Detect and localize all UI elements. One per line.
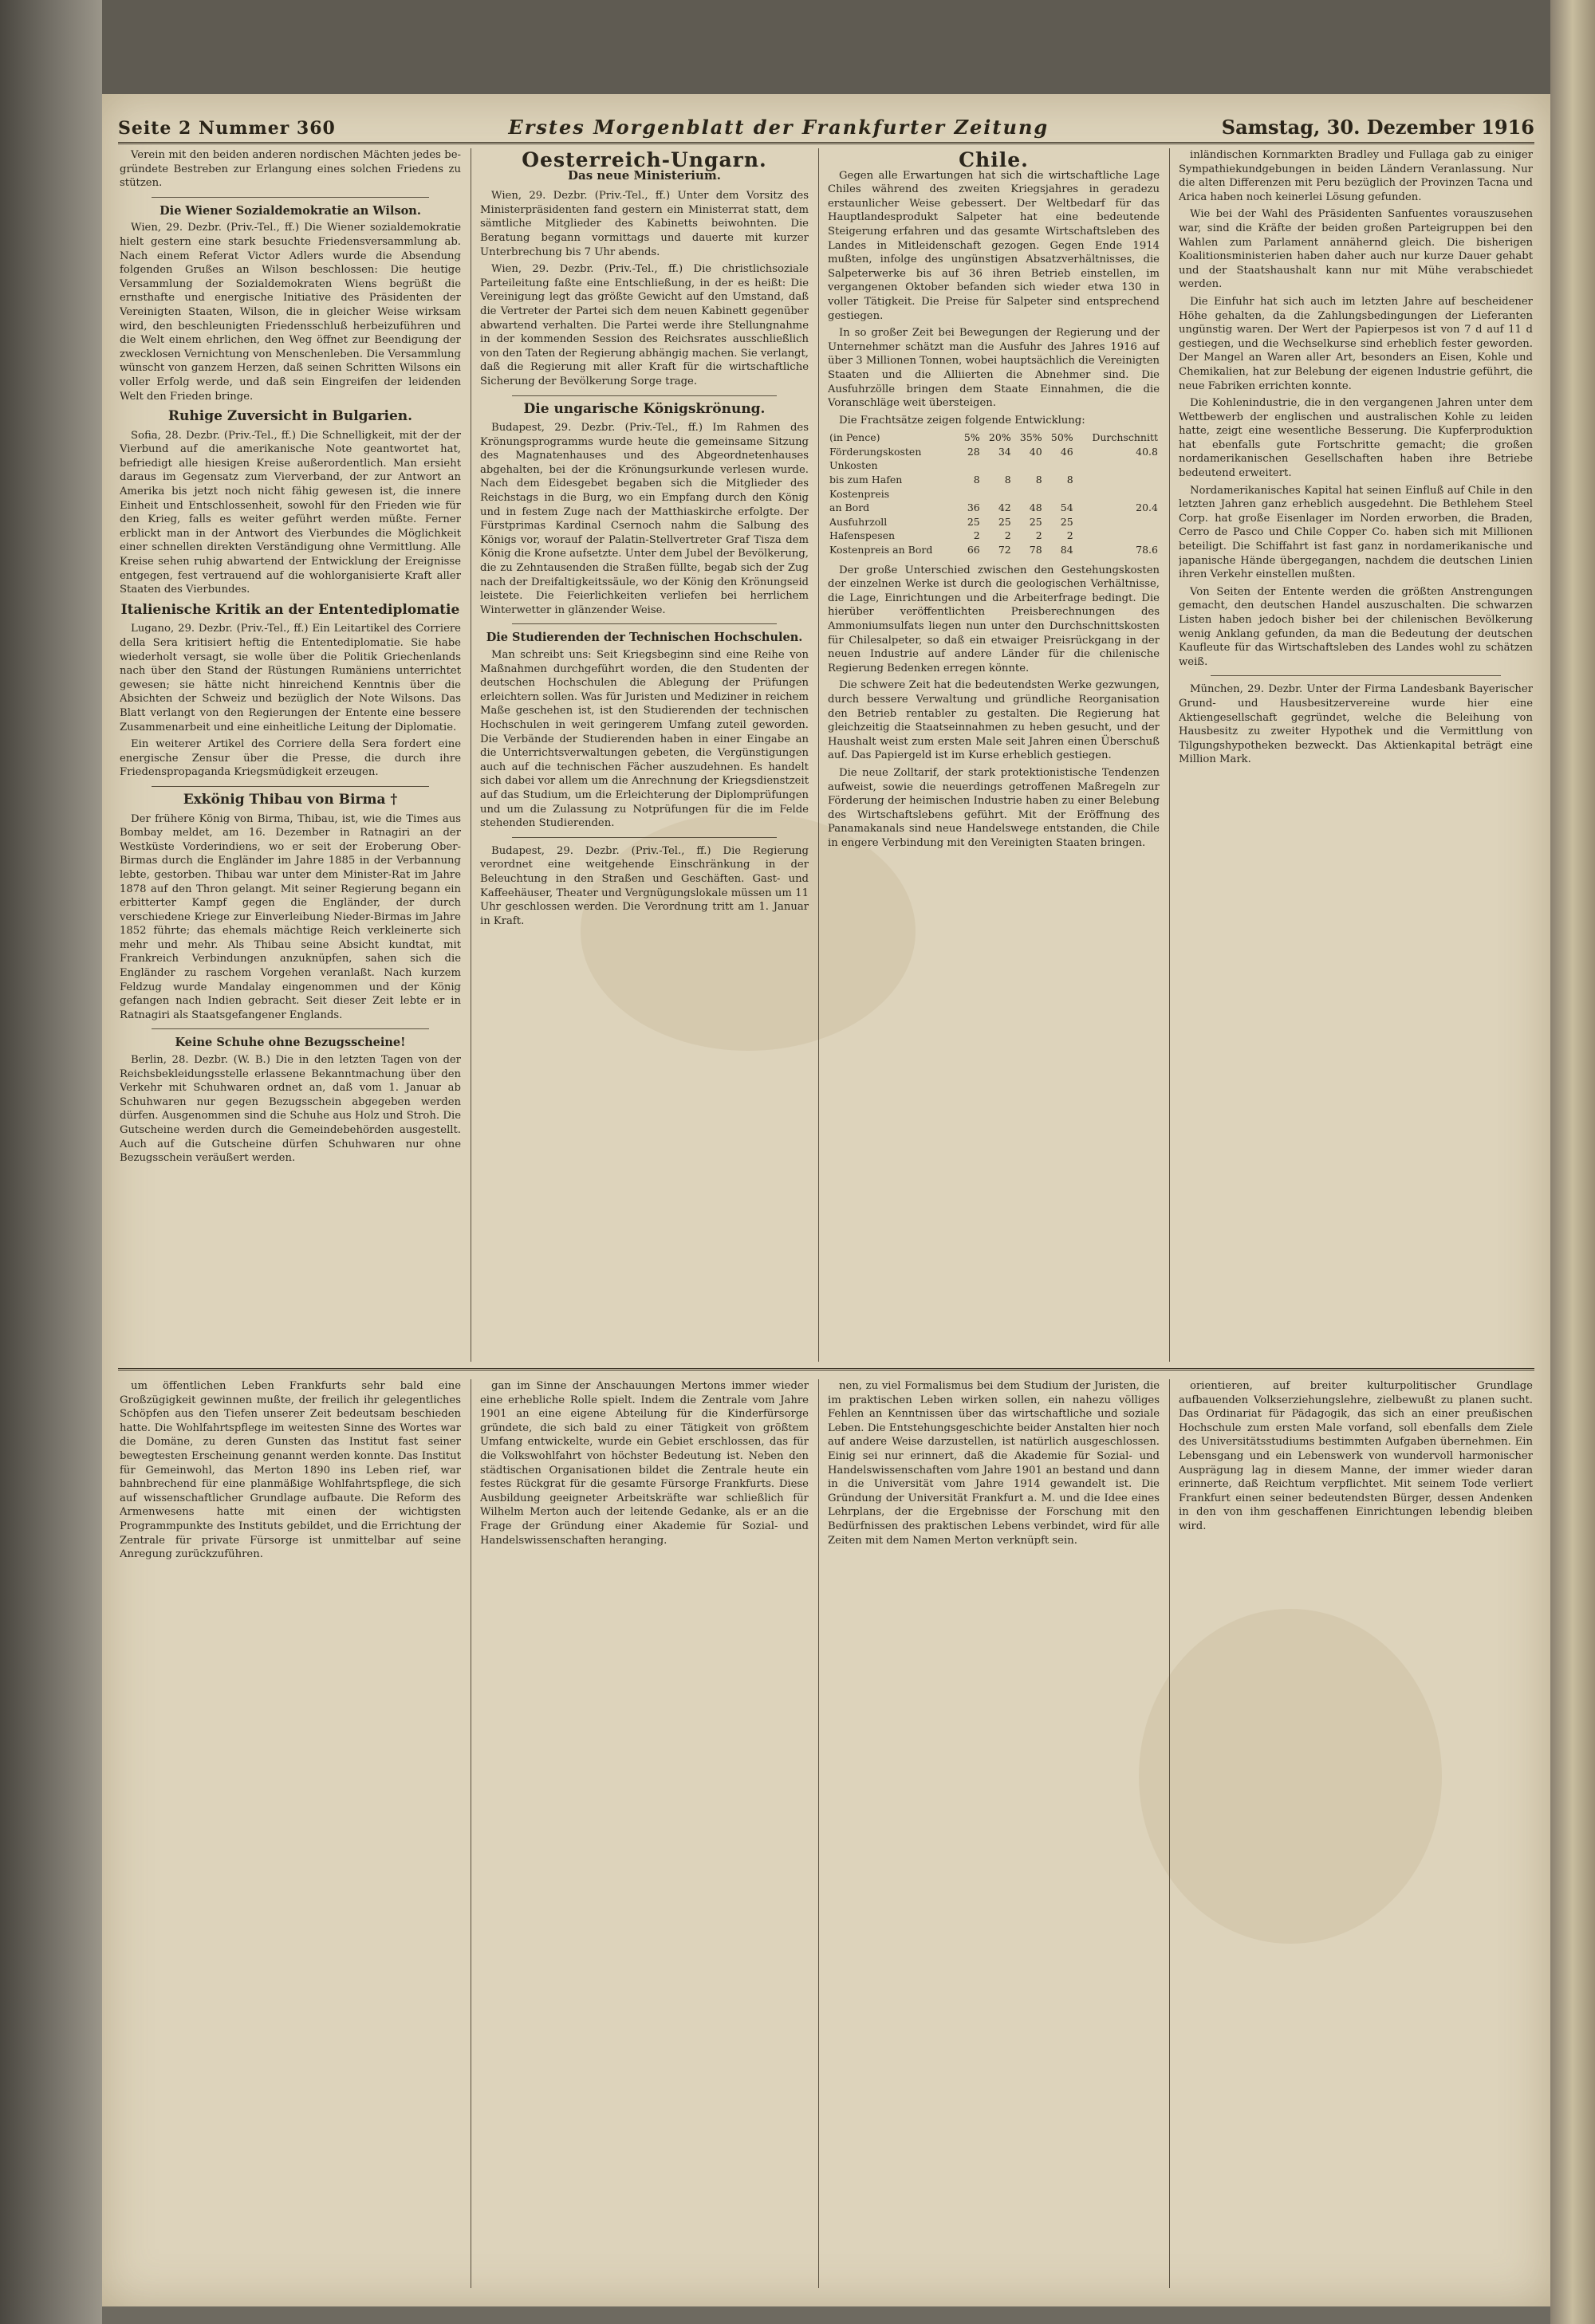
article-text: orientieren, auf breiter kulturpolitischer Grundlage aufbauenden Volkserziehungslehre, zielbewußt zu planen sucht. Das Ordinariat für Pädagogik, das sich an einer preußischen Hochschule zum ersten Male vorfand, soll ebenfalls dem Ziele des Universitätsstudiums bestimmten Aufgaben übernehmen. Ein Lebensgang und ein Lebenswerk von wundervoll harmonischer Ausprägung lag in diesem Manne, der immer wieder daran erinnerte, daß Reichtum verpflichtet. Mit seinem Tode verliert Frankfurt einen seiner bedeutendsten Bürger, dessen Andenken in den von ihm geschaffenen Einrichtungen lebendig bleiben wird. xyxy=(1179,1380,1533,1532)
feuilleton-column-1 xyxy=(120,1379,461,2288)
article-heading: Keine Schuhe ohne Bezugsscheine! xyxy=(175,1036,406,1050)
table-cell: 2 xyxy=(973,529,980,542)
table-cell: 46 xyxy=(1060,445,1073,458)
table-row xyxy=(828,529,1160,543)
table-cell: 78.6 xyxy=(1136,544,1158,556)
article-text: Der große Unterschied zwischen den Gestehungskosten der einzelnen Werke ist durch die geologischen Verhältnisse, die Lage, Einrichtungen und die Arbeiterfrage bedingt. Die hierüber veröffentlichten Preisberechnungen des Ammoniumsulfats liegen nun unter den Durchschnittskosten für Chilesalpeter, so daß ein etwaiger Preisrückgang in der neuen Industrie auf andere Länder für die chilenische Regierung Bedenken erregen könnte. xyxy=(828,564,1160,674)
table-cell: 54 xyxy=(1060,501,1073,514)
table-header: (in Pence) xyxy=(829,431,880,444)
column-rule xyxy=(818,148,819,1362)
table-cell: 8 xyxy=(1004,474,1011,486)
divider xyxy=(512,623,777,624)
article-heading: Die ungarische Königskrönung. xyxy=(523,400,766,417)
table-cell: 20.4 xyxy=(1136,501,1158,514)
table-cell: bis zum Hafen xyxy=(829,474,903,486)
table-cell: 40 xyxy=(1029,445,1042,458)
page-stack-edge xyxy=(1550,0,1595,2324)
divider xyxy=(512,395,777,396)
column-news-2 xyxy=(480,148,809,1362)
article-text: Wie bei der Wahl des Präsidenten Sanfuentes vorauszusehen war, sind die Kräfte der beiden großen Parteigruppen bei den Wahlen zum Parlament annähernd gleich. Die bisherigen Koalitionsministerien haben daher auch nur kurze Dauer gehabt und der Staatshaushalt kann nur mit Mühe verabschiedet werden. xyxy=(1179,208,1533,291)
article-text: um öffentlichen Leben Frankfurts sehr bald eine Großzügigkeit gewinnen mußte, der freilich ihr gelegentliches Schöpfen aus den Tiefen unserer Zeit bedeutsam beschieden hatte. Die Wohlfahrtspflege im weitesten Sinne des Wortes war die Domäne, zu deren Gunsten das Institut fast seiner bewegtesten Erscheinung genannt werden konnte. Das Institut für Gemeinwohl, das Merton 1890 ins Leben rief, war bahnbrechend für eine planmäßige Wohlfahrtspflege, die sich auf wissenschaftlicher Grundlage aufbaute. Die Reform des Armenwesens hatte mit einen der wichtigsten Programmpunkte des Instituts gebildet, und die Errichtung der Zentrale für private Fürsorge ist unmittelbar auf seine Anregung zurückzuführen. xyxy=(120,1380,461,1561)
newspaper-title: Erstes Morgenblatt der Frankfurter Zeitung xyxy=(508,116,1050,139)
table-cell: 25 xyxy=(1029,515,1042,528)
table-cell: 66 xyxy=(967,544,980,556)
table-caption: Die Frachtsätze zeigen folgende Entwicklung: xyxy=(839,414,1085,427)
table-cell: Kostenpreis xyxy=(829,487,890,500)
table-cell: 8 xyxy=(1066,474,1073,486)
section-title: Chile. xyxy=(959,148,1029,171)
article-text: Wien, 29. Dezbr. (Priv.-Tel., ff.) Die christlichsoziale Parteileitung faßte eine Entschließung, in der es heißt: Die Vereinigung legt das größte Gewicht auf den Umstand, daß die Vertreter der Partei sich dem neuen Kabinett gegenüber abwartend verhalten. Die Partei werde ihre Stellungnahme in der kommenden Session des Reichsrates ausschließlich von den Taten der Regierung abhängig machen. Sie verlangt, daß die Regierung mit aller Kraft für die wirtschaftliche Sicherung der Bevölkerung Sorge trage. xyxy=(480,263,809,387)
column-rule xyxy=(1169,148,1170,1362)
book-binding xyxy=(0,0,102,2324)
column-rule xyxy=(1169,1379,1170,2288)
article-text: Sofia, 28. Dezbr. (Priv.-Tel., ff.) Die Schnelligkeit, mit der der Vierbund auf die amerikanische Note geantwortet hat, befriedigt alle hiesigen Kreise außerordentlich. Man ersieht daraus im Gegensatz zum Vierverband, der zur Antwort an Amerika bis jetzt noch nicht fähig gewesen ist, die innere Einheit und Entschlossenheit, sowohl für den Frieden wie für den Krieg, falls es weiter geführt werden müßte. Ferner erblickt man in der Antwort des Vierbundes die Möglichkeit einer schnellen direkten Verständigung ohne Vermittlung. Alle Kreise sehen ruhig abwartend der Entwicklung der Ereignisse entgegen, fest vertrauend auf die wohlorganisierte Kraft aller Staaten des Vierbundes. xyxy=(120,429,461,596)
feuilleton-column-4 xyxy=(1179,1379,1533,2288)
article-text: nen, zu viel Formalismus bei dem Studium der Juristen, die im praktischen Leben wirken sollen, ein nahezu völliges Fehlen an Kenntnissen über das wirtschaftliche und soziale Leben. Die Entstehungsgeschichte beider Anstalten hier noch auf andere Weise darzustellen, ist natürlich ausgeschlossen. Einig sei nur erinnert, daß die Akademie für Sozial- und Handelswissenschaften vom Jahre 1901 an bestand und dann in die Universität vom Jahre 1914 gewandelt ist. Die Gründung der Universität Frankfurt a. M. und die Idee eines Lehrplans, der die Ergebnisse der Forschung mit den Bedürfnissen des praktischen Lebens verbindet, wird für alle Zeiten mit dem Namen Merton verknüpft sein. xyxy=(828,1380,1160,1547)
article-text: Wien, 29. Dezbr. (Priv.-Tel., ff.) Unter dem Vorsitz des Ministerpräsidenten fand gestern ein Ministerrat statt, dem sämtliche Mitglieder des Kabinetts beiwohnten. Die Beratung begann vormittags und dauerte mit kurzer Unterbrechung bis 7 Uhr abends. xyxy=(480,190,809,258)
table-cell: 48 xyxy=(1029,501,1042,514)
article-text: Man schreibt uns: Seit Kriegsbeginn sind eine Reihe von Maßnahmen durchgeführt worden, die den Studenten der deutschen Hochschulen die Ablegung der Prüfungen erleichtern sollen. Was für Juristen und Mediziner in reichem Maße geschehen ist, ist den Studierenden der technischen Hochschulen in weit geringerem Umfang zuteil geworden. Die Verbände der Studierenden haben in einer Eingabe an die Unterrichtsverwaltungen gebeten, die Vergünstigungen auch auf die technischen Fächer auszudehnen. Es handelt sich dabei vor allem um die Anrechnung der Kriegsdienstzeit auf das Studium, um die Erleichterung der Diplomprüfungen und um die Zulassung zu Notprüfungen für die im Felde stehenden Studierenden. xyxy=(480,649,809,830)
table-header: 5% xyxy=(963,431,980,444)
article-text: Nordamerikanisches Kapital hat seinen Einfluß auf Chile in den letzten Jahren ganz erheblich ausgedehnt. Die Bethlehem Steel Corp. hat große Eisenlager im Norden erworben, die Braden, Cerro de Pasco und Chile Copper Co. haben sich mit Millionen beteiligt. Die Schiffahrt ist fast ganz in nordamerikanische und japanische Hände übergegangen, nachdem die deutschen Linien ihren Verkehr einstellen mußten. xyxy=(1179,484,1533,581)
divider xyxy=(512,837,777,838)
table-cell: 40.8 xyxy=(1136,445,1158,458)
article-text: Der frühere König von Birma, Thibau, ist, wie die Times aus Bombay meldet, am 16. Dezember in Ratnagiri an der Westküste Vorderindiens, wo er seit der Eroberung Ober-Birmas durch die Engländer im Jahre 1885 in der Verbannung lebte, gestorben. Thibau war unter dem Minister-Rat im Jahre 1878 auf den Thron gelangt. Mit seiner Regierung begann ein erbitterter Kampf gegen die Engländer, der durch verschiedene Kriege zur Einverleibung Nieder-Birmas im Jahre 1852 führte; das ehemals mächtige Reich verkleinerte sich mehr und mehr. Als Thibau seine Absicht kundtat, mit Frankreich Verbindungen anzuknüpfen, sahen sich die Engländer zu raschem Vorgehen veranlaßt. Nach kurzem Feldzug wurde Mandalay eingenommen und der König gefangen nach Indien gebracht. Seit dieser Zeit lebte er in Ratnagiri als Staatsgefangener Englands. xyxy=(120,812,461,1021)
article-heading: Exkönig Thibau von Birma † xyxy=(183,791,398,808)
article-text: Budapest, 29. Dezbr. (Priv.-Tel., ff.) Die Regierung verordnet eine weitgehende Einschränkung in der Beleuchtung in den Straßen und Geschäften. Gast- und Kaffeehäuser, Theater und Vergnügungslokale müssen um 11 Uhr geschlossen werden. Die Verordnung tritt am 1. Januar in Kraft. xyxy=(480,844,809,927)
feuilleton-column-3 xyxy=(828,1379,1160,2288)
article-heading: Italienische Kritik an der Ententediplomatie xyxy=(120,601,460,618)
column-rule xyxy=(818,1379,819,2288)
article-text: inländischen Kornmarkten Bradley und Fullaga gab zu einiger Sympathiekundgebungen in beiden Ländern Veranlassung. Nur die alten Differenzen mit Peru bezüglich der Provinzen Tacna und Arica haben noch keinerlei Lösung gefunden. xyxy=(1179,149,1533,203)
article-heading: Die Studierenden der Technischen Hochschulen. xyxy=(486,631,803,645)
table-cell: 72 xyxy=(998,544,1011,556)
column-news-1 xyxy=(120,148,461,1362)
article-text: Budapest, 29. Dezbr. (Priv.-Tel., ff.) Im Rahmen des Krönungsprogramms wurde heute die gemeinsame Sitzung des Magnatenhauses und des Abgeordnetenhauses abgehalten, bei der die Krönungsurkunde verlesen wurde. Nach dem Eidesgebet begaben sich die Mitglieder des Reichstags in die Burg, wo ein Empfang durch den König und in festem Zuge nach der Matthiaskirche erfolgte. Der Fürstprimas Kardinal Csernoch nahm die Salbung des Königs vor, worauf der Palatin-Stellvertreter Graf Tisza dem König die Krone aufsetzte. Unter dem Jubel der Bevölkerung, die zu Zehntausenden die Straßen füllte, begab sich der Zug nach der Dreifaltigkeitssäule, wo der König den Krönungseid leistete. Die Feierlichkeiten verliefen bei herrlichem Winterwetter in glänzender Weise. xyxy=(480,422,809,616)
divider xyxy=(152,1028,429,1029)
article-text: München, 29. Dezbr. Unter der Firma Landesbank Bayerischer Grund- und Hausbesitzervereine wurde hier eine Aktiengesellschaft gegründet, welche die Beleihung von Hausbesitz zu zweiter Hypothek und die Vermittlung von Tilgungshypotheken bezweckt. Das Aktienkapital beträgt eine Million Mark. xyxy=(1179,683,1533,766)
article-text: gan im Sinne der Anschauungen Mertons immer wieder eine erhebliche Rolle spielt. Indem die Zentrale vom Jahre 1901 an eine eigene Abteilung für die Kinderfürsorge gründete, die sich bald zu einer Tätigkeit von größtem Umfang entwickelte, wurde ein Gebiet erschlossen, das für die Volkswohlfahrt von höchster Bedeutung ist. Neben den städtischen Organisationen bildet die Zentrale heute ein festes Rückgrat für die gesamte Fürsorge Frankfurts. Diese Ausbildung geeigneter Arbeitskräfte war schließlich für Wilhelm Merton auch der leitende Gedanke, als er an die Frage der Gründung einer Akademie für Sozial- und Handelswissenschaften heranging. xyxy=(480,1380,809,1547)
table-row xyxy=(828,487,1160,501)
feuilleton-column-2 xyxy=(480,1379,809,2288)
divider xyxy=(152,197,429,198)
article-text: Berlin, 28. Dezbr. (W. B.) Die in den letzten Tagen von der Reichsbekleidungsstelle erlassene Bekanntmachung über den Verkehr mit Schuhwaren ordnet an, daß vom 1. Januar ab Schuhwaren nur gegen Bezugsschein abgegeben werden dürfen. Ausgenommen sind die Schuhe aus Holz und Stroh. Die Gutscheine werden durch die Gemeindebehörden ausgestellt. Auch auf die Gutscheine dürfen Schuhwaren nur ohne Bezugsschein veräußert werden. xyxy=(120,1054,461,1165)
table-cell: 2 xyxy=(1035,529,1042,542)
table-cell: 8 xyxy=(1035,474,1042,486)
masthead xyxy=(118,112,1534,144)
table-cell: Ausfuhrzoll xyxy=(829,515,888,528)
table-cell: 78 xyxy=(1029,544,1042,556)
article-heading: Ruhige Zuversicht in Bulgarien. xyxy=(167,408,413,425)
table-row xyxy=(828,473,1160,487)
table-cell: 25 xyxy=(967,515,980,528)
article-text: Die neue Zolltarif, der stark protektionistische Tendenzen aufweist, sowie die neuerdings getroffenen Maßregeln zur Förderung der heimischen Industrie haben zu einer Belebung des Wirtschaftslebens geführt. Mit der Eröffnung des Panamakanals sind neue Handelswege entstanden, die Chile in engere Verbindung mit den Vereinigten Staaten bringen. xyxy=(828,766,1160,849)
newspaper-page xyxy=(102,94,1550,2306)
table-cell: 84 xyxy=(1060,544,1073,556)
article-text: In so großer Zeit bei Bewegungen der Regierung und der Unternehmer schätzt man die Ausfuhr des Jahres 1916 auf über 3 Millionen Tonnen, wobei hauptsächlich die Vereinigten Staaten und die Alliierten die Abnehmer sind. Die Ausfuhrzölle bringen dem Staate Einnahmen, die die Voranschläge weit übersteigen. xyxy=(828,327,1160,410)
table-cell: Kostenpreis an Bord xyxy=(829,544,933,556)
article-heading: Die Wiener Sozialdemokratie an Wilson. xyxy=(160,203,421,218)
table-cell: Förderungskosten xyxy=(829,445,922,458)
table-cell: 36 xyxy=(967,501,980,514)
table-cell: Unkosten xyxy=(829,459,878,472)
column-news-4 xyxy=(1179,148,1533,1362)
table-header: Durchschnitt xyxy=(1092,431,1158,444)
table-row xyxy=(828,543,1160,557)
issue-date: Samstag, 30. Dezember 1916 xyxy=(1221,116,1534,139)
table-row xyxy=(828,458,1160,473)
table-row xyxy=(828,445,1160,459)
article-text: Lugano, 29. Dezbr. (Priv.-Tel., ff.) Ein Leitartikel des Corriere della Sera kritisiert heftig die Ententediplomatie. Sie habe wiederholt versagt, sie wolle über die Politik Griechenlands nach über den Stand der Rüstungen Rumäniens unterrichtet gewesen; sie hätte nicht hinreichend Kenntnis über die Absichten der Schweiz und bezüglich der Note Wilsons. Das Blatt verlangt von den Regierungen der Entente eine bessere Zusammenarbeit und eine einheitliche Leitung der Diplomatie. xyxy=(120,623,461,733)
table-cell: 28 xyxy=(967,445,980,458)
cost-table xyxy=(828,431,1160,556)
table-cell: an Bord xyxy=(829,501,870,514)
table-header: 50% xyxy=(1050,431,1073,444)
table-cell: Hafenspesen xyxy=(829,529,896,542)
table-cell: 2 xyxy=(1004,529,1011,542)
section-subtitle: Das neue Ministerium. xyxy=(568,167,721,183)
column-news-3 xyxy=(828,148,1160,1362)
table-header: 20% xyxy=(988,431,1011,444)
feuilleton-separator xyxy=(118,1368,1534,1370)
divider xyxy=(1211,675,1501,676)
article-text: Ein weiterer Artikel des Corriere della Sera fordert eine energische Zensur über die Presse, die durch ihre Friedenspropaganda Kriegsmüdigkeit erzeugen. xyxy=(120,738,461,779)
page-number: Seite 2 Nummer 360 xyxy=(118,118,336,139)
article-text: Von Seiten der Entente werden die größten Anstrengungen gemacht, den deutschen Handel auszuschalten. Die schwarzen Listen haben jedoch bisher bei der chilenischen Bevölkerung wenig Anklang gefunden, da man die Bedeutung der deutschen Kaufleute für das Wirtschaftsleben des Landes wohl zu schätzen weiß. xyxy=(1179,585,1533,668)
divider xyxy=(152,786,429,787)
table-header-row xyxy=(828,431,1160,445)
table-cell: 25 xyxy=(998,515,1011,528)
table-cell: 2 xyxy=(1066,529,1073,542)
table-cell: 8 xyxy=(973,474,980,486)
table-header: 35% xyxy=(1019,431,1042,444)
article-text: Verein mit den beiden anderen nordischen Mächten jedes be-gründete Bestreben zur Erlangung eines solchen Friedens zu stützen. xyxy=(120,149,461,190)
article-text: Gegen alle Erwartungen hat sich die wirtschaftliche Lage Chiles während des zweiten Kriegsjahres in geradezu erstaunlicher Weise gebessert. Der Weltbedarf für das Hauptlandesprodukt Salpeter hat eine bedeutende Steigerung erfahren und das gesamte Wirtschaftsleben des Landes in Mitleidenschaft gezogen. Gegen Ende 1914 mußten, infolge des ungünstigen Absatzverhältnisses, die Salpeterwerke bis auf 36 ihren Betrieb einstellen, im vergangenen Oktober befanden sich wieder etwa 130 in voller Tätigkeit. Die Preise für Salpeter sind entsprechend gestiegen. xyxy=(828,169,1160,322)
scan-background-top xyxy=(0,0,1595,94)
article-text: Die schwere Zeit hat die bedeutendsten Werke gezwungen, durch bessere Verwaltung und gründliche Reorganisation den Betrieb rentabler zu gestalten. Die Regierung hat gleichzeitig die Staatseinnahmen zu heben gesucht, und der Haushalt weist zum ersten Male seit Jahren einen Überschuß auf. Das Papiergeld ist im Kurse erheblich gestiegen. xyxy=(828,679,1160,762)
table-cell: 34 xyxy=(998,445,1011,458)
article-text: Die Einfuhr hat sich auch im letzten Jahre auf bescheidener Höhe gehalten, da die Zahlungsbedingungen der Lieferanten ungünstig waren. Der Wert der Papierpesos ist von 7 d auf 11 d gestiegen, und die Wechselkurse sind erheblich fester geworden. Der Mangel an Waren aller Art, besonders an Eisen, Kohle und Chemikalien, hat zur Belebung der eigenen Industrie geführt, die neue Fabriken errichten konnte. xyxy=(1179,295,1533,392)
section-title: Oesterreich-Ungarn. xyxy=(522,148,767,171)
table-cell: 42 xyxy=(998,501,1011,514)
table-cell: 25 xyxy=(1060,515,1073,528)
table-row xyxy=(828,515,1160,529)
article-text: Die Kohlenindustrie, die in den vergangenen Jahren unter dem Wettbewerb der englischen und australischen Kohle zu leiden hatte, zeigt eine wesentliche Besserung. Die Kupferproduktion hat ebenfalls gute Fortschritte gemacht; die großen nordamerikanischen Gesellschaften haben ihre Betriebe bedeutend erweitert. xyxy=(1179,397,1533,480)
article-text: Wien, 29. Dezbr. (Priv.-Tel., ff.) Die Wiener sozialdemokratie hielt gestern eine stark besuchte Friedensversammlung ab. Nach einem Referat Victor Adlers wurde die Absendung folgenden Grußes an Wilson beschlossen: Die heutige Versammlung der Sozialdemokraten Wiens begrüßt die ernsthafte und energische Initiative des Präsidenten der Vereinigten Staaten, Wilson, die in gleicher Weise wirksam wird, den beschleunigten Friedensschluß herbeizuführen und die Welt einem ehrlichen, den Weg öffnet zur Beendigung der zwecklosen Vernichtung von Menschenleben. Die Versammlung wünscht von ganzem Herzen, daß seinen Schritten Wilsons ein voller Erfolg werde, und daß sein Eingreifen der leidenden Welt den Frieden bringe. xyxy=(120,222,461,403)
table-row xyxy=(828,501,1160,515)
